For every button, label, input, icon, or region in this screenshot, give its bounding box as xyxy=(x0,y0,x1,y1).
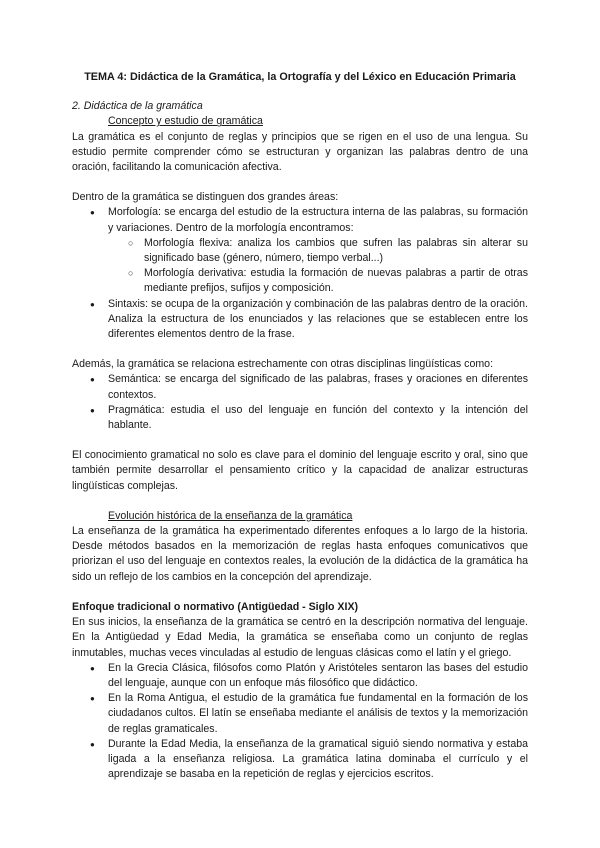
list-item-morfologia-flexiva: ○ Morfología flexiva: analiza los cambios que sufren las palabras sin alterar su significado base (género, número, tiempo verbal...) xyxy=(72,236,528,266)
disciplinas-list xyxy=(72,372,528,433)
paragraph-disciplinas-intro: Además, la gramática se relaciona estrechamente con otras disciplinas lingüísticas como: xyxy=(72,358,494,371)
list-item-edad-media: ● Durante la Edad Media, la enseñanza de la gramatical siguió siendo normativa y estaba ligada a la enseñanza religiosa. La gramática latina dominaba el currículo y el aprendizaje se basaba en la repetición de reglas y ejercicios escritos. xyxy=(72,737,528,783)
list-item-grecia: ● En la Grecia Clásica, filósofos como Platón y Aristóteles sentaron las bases del estudio del lenguaje, aunque con un enfoque más filosófico que didáctico. xyxy=(72,661,528,691)
list-item-roma: ● En la Roma Antigua, el estudio de la gramática fue fundamental en la formación de los ciudadanos cultos. El latín se enseñaba mediante el análisis de textos y la memorización de reglas gramaticales. xyxy=(72,691,528,737)
section-title: 2. Didáctica de la gramática xyxy=(72,100,203,113)
paragraph-evolucion: La enseñanza de la gramática ha experimentado diferentes enfoques a lo largo de la historia. Desde métodos basados en la memorización de reglas hasta enfoques comunicativos que priorizan el uso del lenguaje en contextos reales, la evolución de la didáctica de la gramática ha sido un reflejo de los cambios en la concepción del aprendizaje. xyxy=(72,525,528,583)
document-page xyxy=(72,70,528,782)
list-item-morfologia-derivativa: ○ Morfología derivativa: estudia la formación de nuevas palabras a partir de otras mediante prefijos, sufijos y composición. xyxy=(72,266,528,296)
areas-list xyxy=(72,205,528,342)
document-title: TEMA 4: Didáctica de la Gramática, la Ortografía y del Léxico en Educación Primaria xyxy=(84,71,516,83)
paragraph-definicion: La gramática es el conjunto de reglas y principios que se rigen en el uso de una lengua. Su estudio permite comprender cómo se estructuran y organizan las palabras dentro de una oración, facilitando la comunicación afectiva. xyxy=(72,130,528,174)
paragraph-inicios: En sus inicios, la enseñanza de la gramática se centró en la descripción normativa del lenguaje. En la Antigüedad y Edad Media, la gramática se enseñaba como un conjunto de reglas inmutables, muchas veces vinculadas al estudio de lenguas clásicas como el latín y el griego. xyxy=(72,616,528,659)
historia-list xyxy=(72,661,528,783)
list-item-pragmatica: ● Pragmática: estudia el uso del lenguaje en función del contexto y la intención del hablante. xyxy=(72,403,528,433)
heading-enfoque-tradicional: Enfoque tradicional o normativo (Antigüedad - Siglo XIX) xyxy=(72,600,359,613)
list-item-morfologia: ● Morfología: se encarga del estudio de la estructura interna de las palabras, su formación y variaciones. Dentro de la morfología encontramos: xyxy=(72,205,528,235)
heading-concepto: Concepto y estudio de gramática xyxy=(108,115,263,128)
heading-evolucion: Evolución histórica de la enseñanza de la gramática xyxy=(108,509,353,522)
list-item-semantica: ● Semántica: se encarga del significado de las palabras, frases y oraciones en diferentes contextos. xyxy=(72,372,528,402)
list-item-sintaxis: ● Sintaxis: se ocupa de la organización y combinación de las palabras dentro de la oración. Analiza la estructura de los enunciados y las relaciones que se establecen entre los diferentes elementos dentro de la frase. xyxy=(72,297,528,343)
paragraph-areas-intro: Dentro de la gramática se distinguen dos grandes áreas: xyxy=(72,191,339,204)
paragraph-conocimiento: El conocimiento gramatical no solo es clave para el dominio del lenguaje escrito y oral, sino que también permite desarrollar el pensamiento crítico y la capacidad de analizar estructuras lingüísticas complejas. xyxy=(72,449,528,492)
